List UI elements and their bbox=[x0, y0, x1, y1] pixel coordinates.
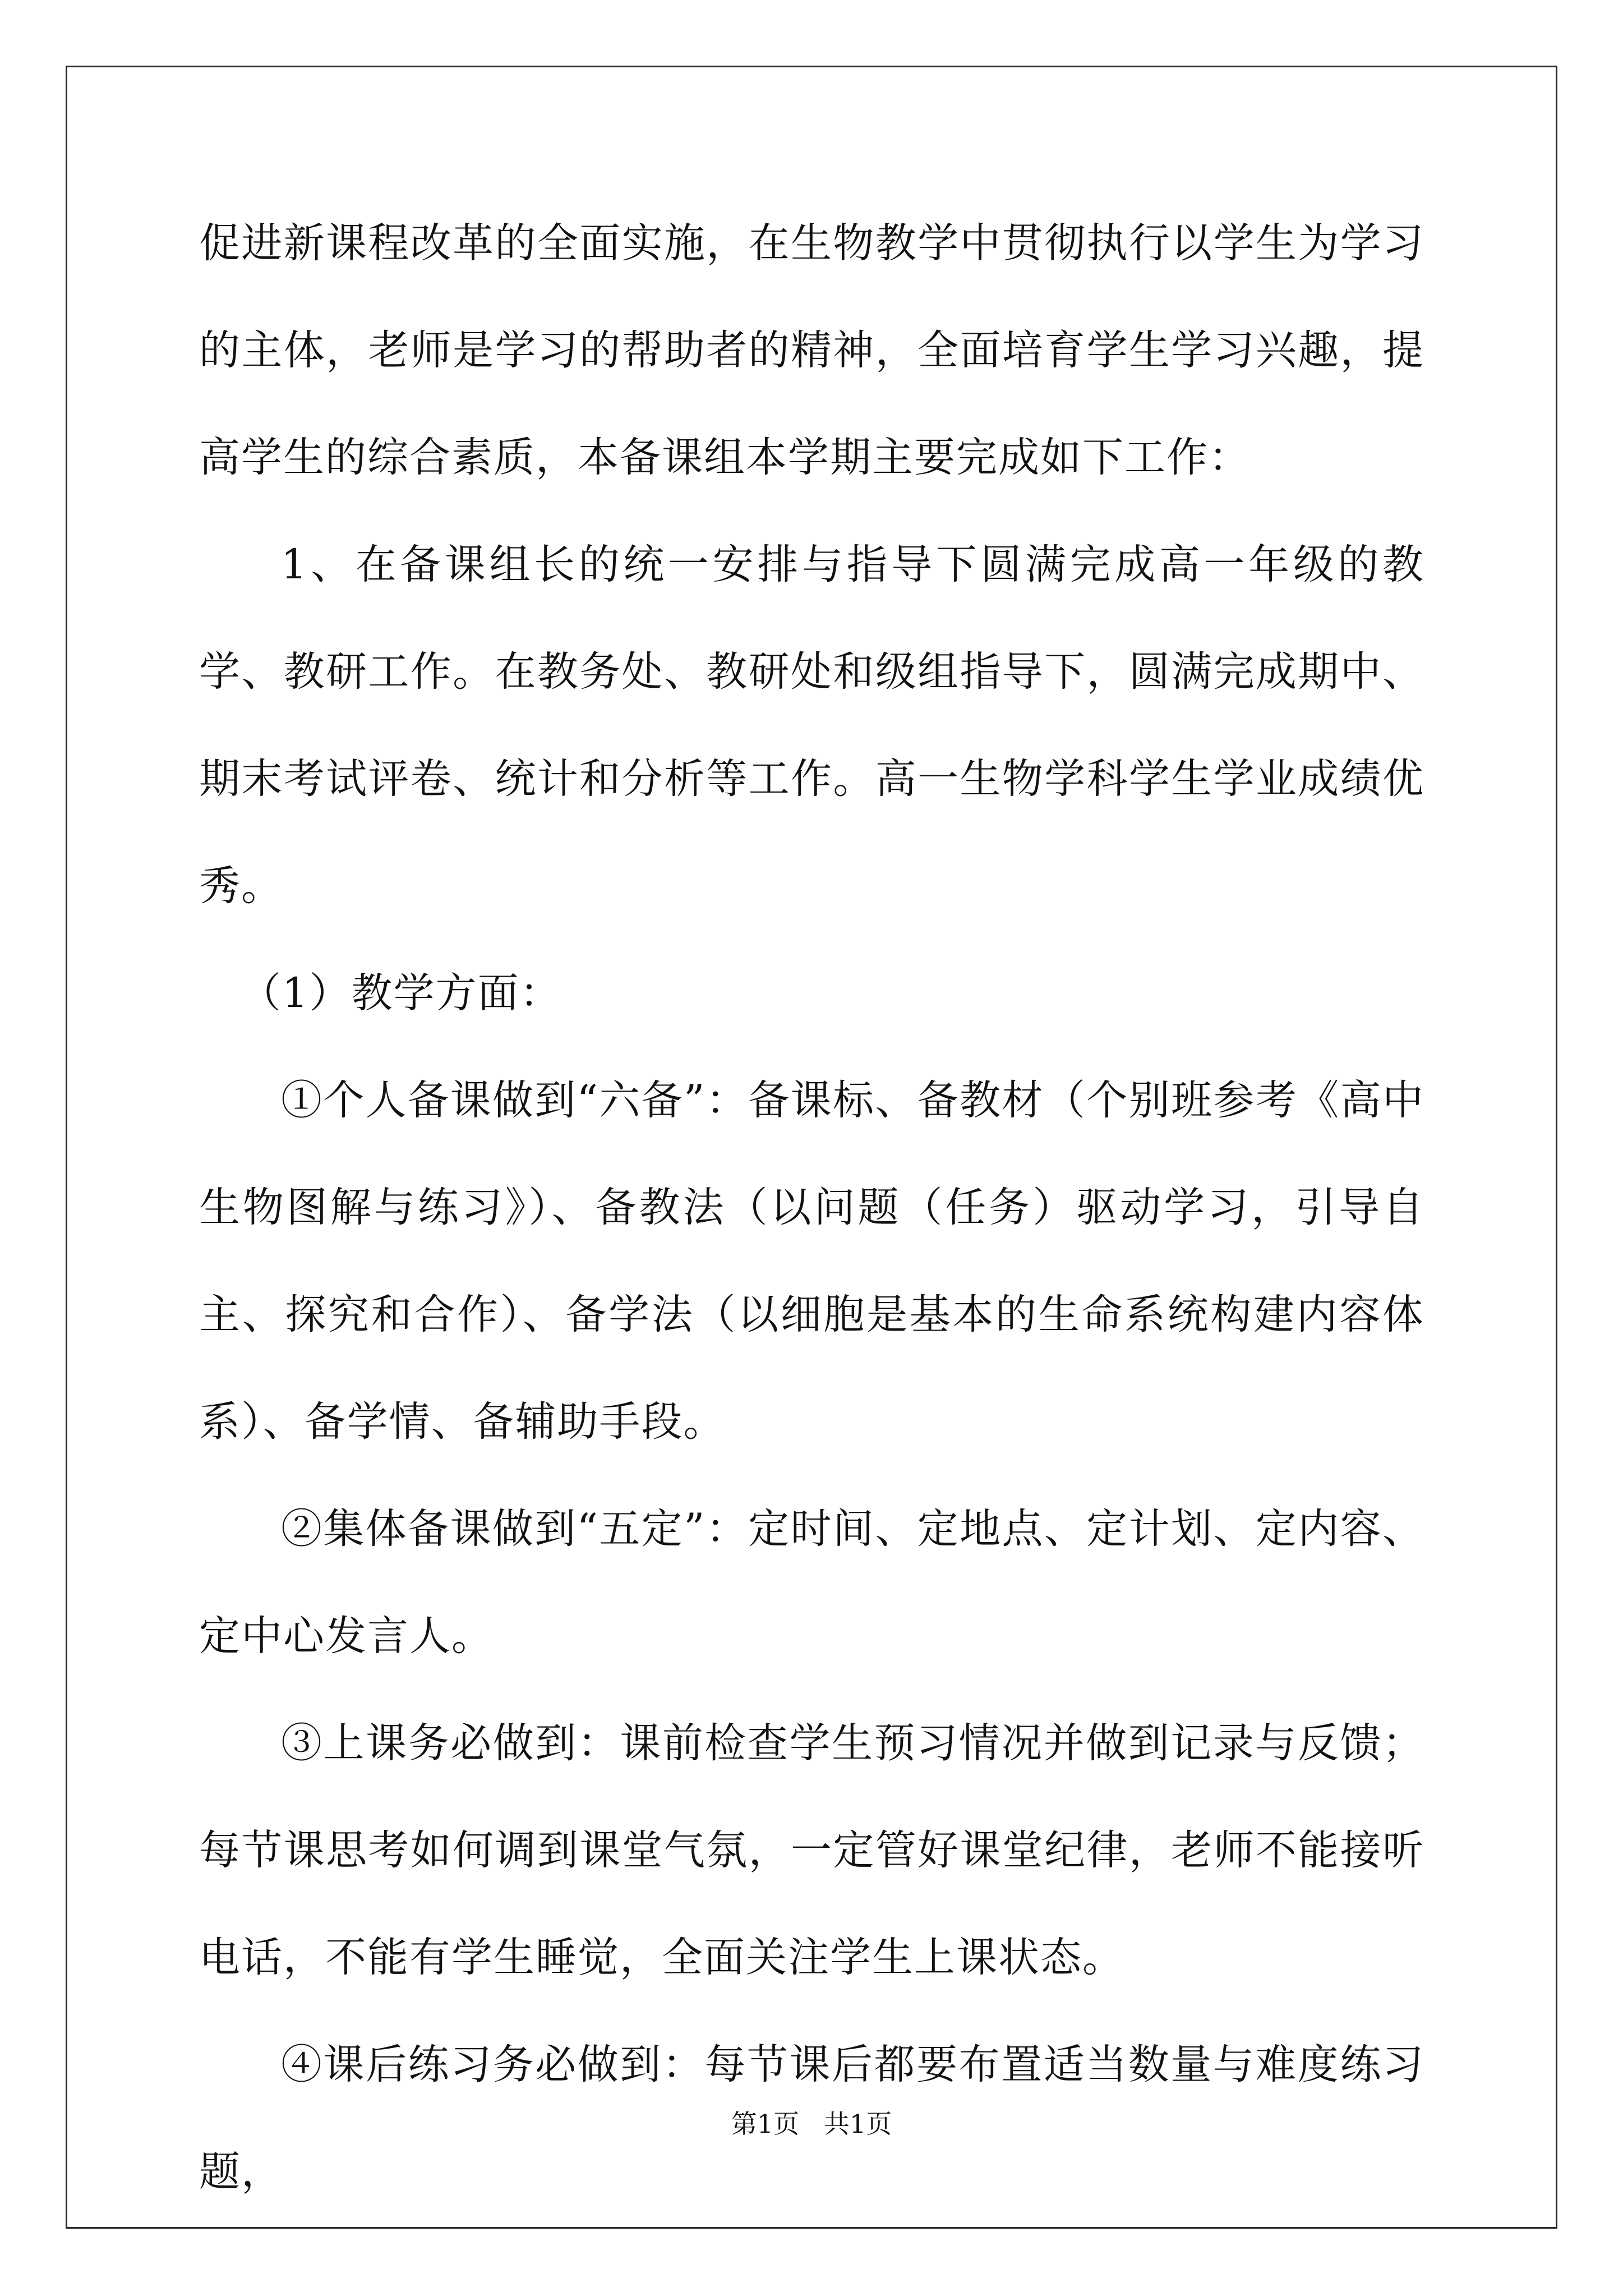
paragraph-homework: ④课后练习务必做到：每节课后都要布置适当数量与难度练习题， bbox=[199, 2041, 1424, 2196]
paragraph-class-requirements: ③上课务必做到：课前检查学生预习情况并做到记录与反馈；每节课思考如何调到课堂气氛，一定管好课堂纪律，老师不能接听电话，不能有学生睡觉，全面关注学生上课状态。 bbox=[199, 1719, 1424, 1981]
paragraph-teaching-heading: （1）教学方面： bbox=[240, 969, 562, 1017]
paragraph-group-prep: ②集体备课做到“五定”：定时间、定地点、定计划、定内容、定中心发言人。 bbox=[199, 1505, 1424, 1660]
document-body bbox=[199, 190, 1424, 2225]
paragraph-item-1: 1、在备课组长的统一安排与指导下圆满完成高一年级的教学、教研工作。在教务处、教研处和级组指导下，圆满完成期中、期末考试评卷、统计和分析等工作。高一生物学科学生学业成绩优秀。 bbox=[199, 541, 1424, 910]
paragraph-personal-prep: ①个人备课做到“六备”：备课标、备教材（个别班参考《高中生物图解与练习》）、备教法（以问题（任务）驱动学习，引导自主、探究和合作）、备学法（以细胞是基本的生命系统构建内容体系）、备学情、备辅助手段。 bbox=[199, 1076, 1424, 1446]
paragraph-intro: 促进新课程改革的全面实施，在生物教学中贯彻执行以学生为学习的主体，老师是学习的帮助者的精神，全面培育学生学习兴趣，提高学生的综合素质，本备课组本学期主要完成如下工作： bbox=[199, 219, 1424, 481]
page-number-footer: 第1页 共1页 bbox=[731, 2109, 892, 2139]
